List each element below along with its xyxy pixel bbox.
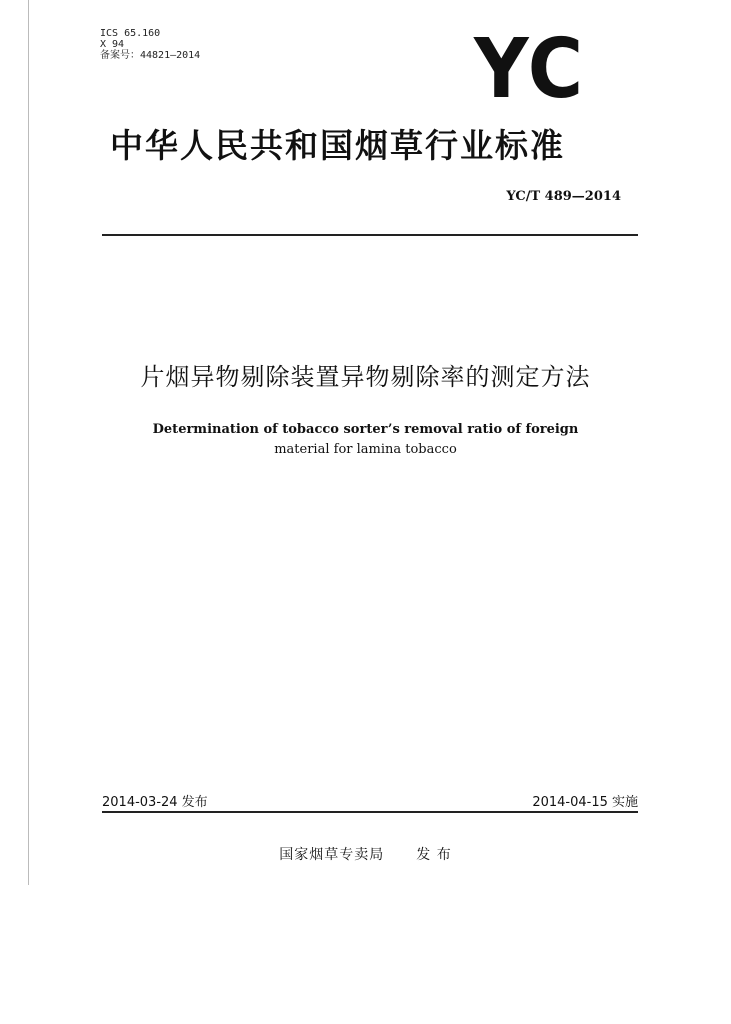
document-title-en (0, 420, 731, 460)
publish-date: 2014-03-24 发布 (102, 795, 208, 810)
footer-divider (102, 811, 638, 813)
standard-code: YC/T 489—2014 (506, 189, 621, 204)
header-divider (102, 234, 638, 236)
title-en-line-1: Determination of tobacco sorter’s removal ratio of foreign (152, 422, 579, 437)
issuer-line (0, 844, 731, 864)
classification-code: X 94 (100, 39, 125, 50)
issuer-action: 发 布 (416, 847, 452, 863)
filing-number: 备案号：44821—2014 (100, 50, 201, 61)
title-en-line-2: material for lamina tobacco (274, 442, 457, 457)
ics-code: ICS 65.160 (100, 28, 161, 39)
standard-title: 中华人民共和国烟草行业标准 (110, 126, 565, 165)
document-title-cn: 片烟异物剔除装置异物剔除率的测定方法 (140, 363, 591, 391)
effective-date: 2014-04-15 实施 (532, 795, 638, 810)
issuer-name: 国家烟草专卖局 (279, 847, 385, 863)
classification-block (100, 28, 200, 61)
yc-logo: YC (474, 22, 585, 117)
